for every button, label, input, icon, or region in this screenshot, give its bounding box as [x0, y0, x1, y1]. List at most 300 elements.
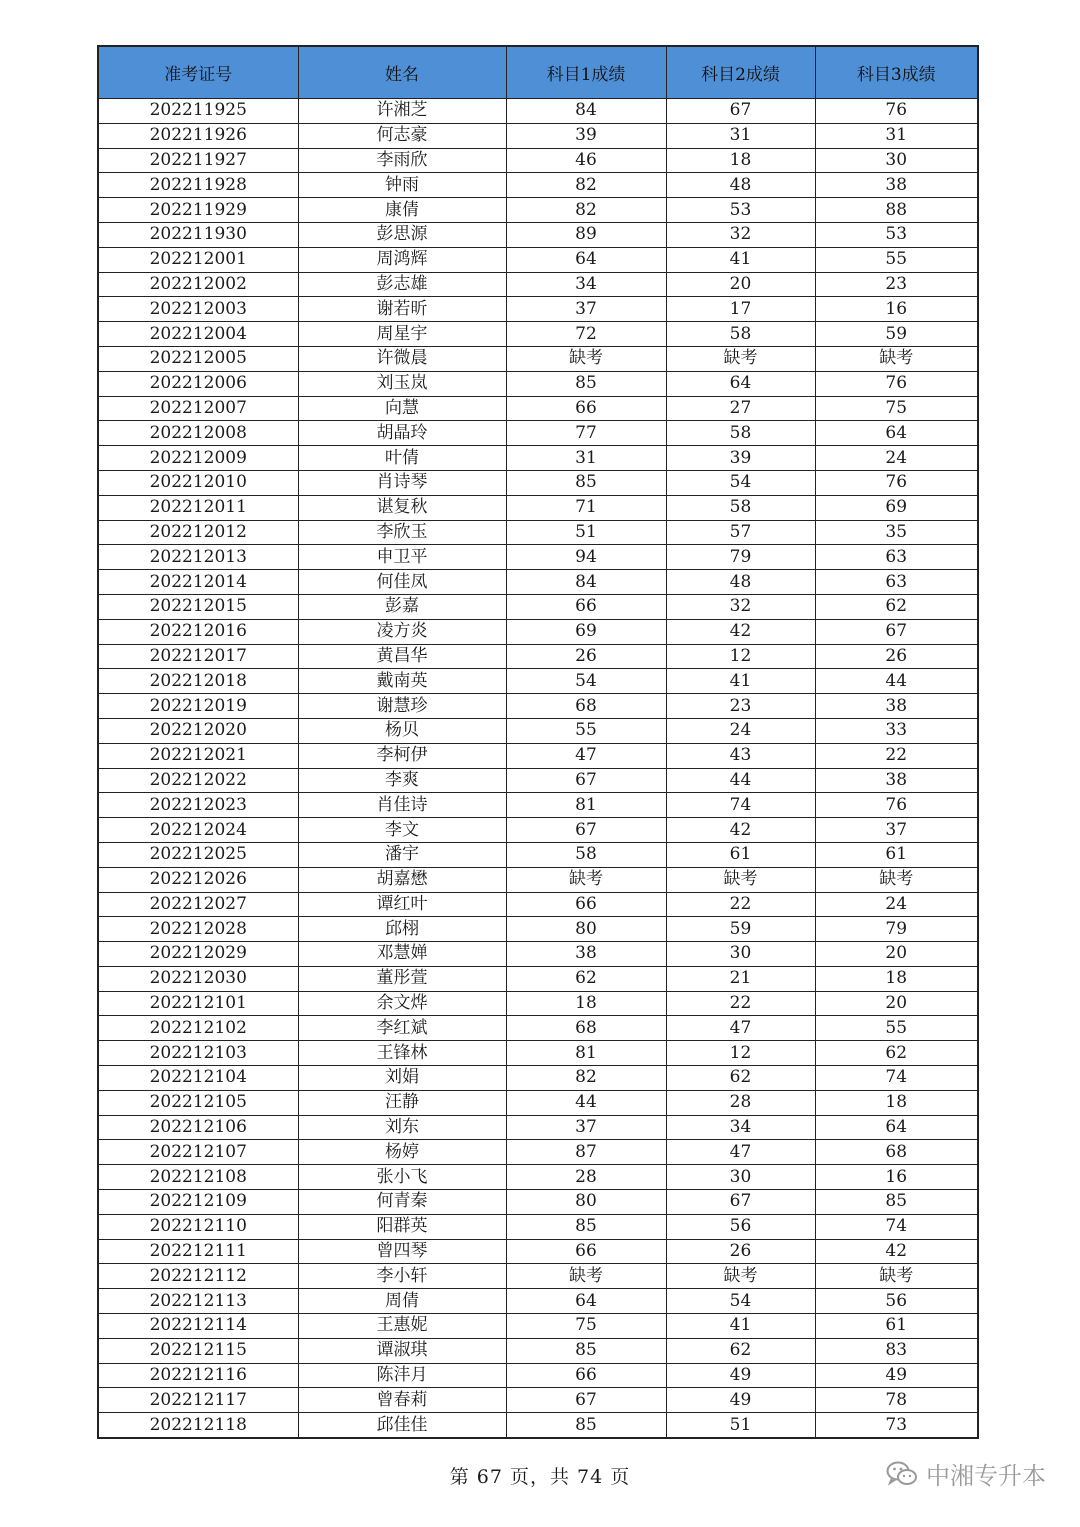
exam-id-cell: 202212111	[98, 1239, 298, 1264]
subject-1-cell: 缺考	[506, 1264, 666, 1289]
subject-2-cell: 59	[666, 917, 815, 942]
subject-1-cell: 缺考	[506, 867, 666, 892]
name-cell: 许微晨	[298, 346, 506, 371]
subject-2-cell: 18	[666, 148, 815, 173]
header-subject-1: 科目1成绩	[506, 46, 666, 99]
table-row	[98, 892, 978, 917]
subject-2-cell: 67	[666, 1190, 815, 1215]
header-exam-id: 准考证号	[98, 46, 298, 99]
name-cell: 邱栩	[298, 917, 506, 942]
name-cell: 谭淑琪	[298, 1338, 506, 1363]
subject-2-cell: 20	[666, 272, 815, 297]
subject-3-cell: 18	[815, 966, 978, 991]
table-row	[98, 718, 978, 743]
subject-3-cell: 38	[815, 694, 978, 719]
subject-2-cell: 49	[666, 1388, 815, 1413]
subject-2-cell: 44	[666, 768, 815, 793]
subject-2-cell: 58	[666, 322, 815, 347]
table-row	[98, 1140, 978, 1165]
subject-2-cell: 34	[666, 1115, 815, 1140]
exam-id-cell: 202212009	[98, 446, 298, 471]
exam-id-cell: 202212110	[98, 1214, 298, 1239]
name-cell: 谢慧珍	[298, 694, 506, 719]
table-row	[98, 917, 978, 942]
subject-2-cell: 41	[666, 1314, 815, 1339]
exam-id-cell: 202211928	[98, 173, 298, 198]
subject-1-cell: 85	[506, 371, 666, 396]
score-table	[97, 45, 979, 1439]
exam-id-cell: 202212014	[98, 570, 298, 595]
table-row	[98, 371, 978, 396]
name-cell: 肖诗琴	[298, 470, 506, 495]
exam-id-cell: 202212026	[98, 867, 298, 892]
subject-2-cell: 61	[666, 842, 815, 867]
subject-3-cell: 76	[815, 470, 978, 495]
subject-3-cell: 20	[815, 942, 978, 967]
subject-1-cell: 75	[506, 1314, 666, 1339]
subject-3-cell: 63	[815, 545, 978, 570]
subject-2-cell: 48	[666, 570, 815, 595]
subject-1-cell: 69	[506, 619, 666, 644]
table-row	[98, 222, 978, 247]
name-cell: 戴南英	[298, 669, 506, 694]
name-cell: 周鸿辉	[298, 247, 506, 272]
subject-3-cell: 64	[815, 421, 978, 446]
subject-2-cell: 30	[666, 1165, 815, 1190]
subject-3-cell: 59	[815, 322, 978, 347]
exam-id-cell: 202212011	[98, 495, 298, 520]
subject-2-cell: 12	[666, 644, 815, 669]
subject-3-cell: 缺考	[815, 867, 978, 892]
exam-id-cell: 202212109	[98, 1190, 298, 1215]
subject-2-cell: 22	[666, 892, 815, 917]
subject-2-cell: 41	[666, 669, 815, 694]
subject-2-cell: 32	[666, 594, 815, 619]
page-number: 第 67 页，共 74 页	[449, 1466, 631, 1488]
subject-3-cell: 62	[815, 1041, 978, 1066]
name-cell: 潘宇	[298, 842, 506, 867]
table-row	[98, 346, 978, 371]
table-row	[98, 1190, 978, 1215]
exam-id-cell: 202212008	[98, 421, 298, 446]
name-cell: 李爽	[298, 768, 506, 793]
subject-1-cell: 64	[506, 1289, 666, 1314]
subject-1-cell: 37	[506, 1115, 666, 1140]
table-row	[98, 1165, 978, 1190]
name-cell: 邓慧婵	[298, 942, 506, 967]
subject-2-cell: 57	[666, 520, 815, 545]
subject-3-cell: 20	[815, 991, 978, 1016]
table-row	[98, 520, 978, 545]
name-cell: 彭嘉	[298, 594, 506, 619]
header-row	[98, 46, 978, 99]
subject-3-cell: 38	[815, 768, 978, 793]
subject-3-cell: 42	[815, 1239, 978, 1264]
table-row	[98, 1066, 978, 1091]
subject-2-cell: 22	[666, 991, 815, 1016]
subject-2-cell: 27	[666, 396, 815, 421]
subject-1-cell: 39	[506, 123, 666, 148]
subject-3-cell: 30	[815, 148, 978, 173]
exam-id-cell: 202212010	[98, 470, 298, 495]
subject-2-cell: 缺考	[666, 346, 815, 371]
subject-1-cell: 67	[506, 1388, 666, 1413]
exam-id-cell: 202212113	[98, 1289, 298, 1314]
exam-id-cell: 202212117	[98, 1388, 298, 1413]
subject-3-cell: 64	[815, 1115, 978, 1140]
subject-3-cell: 33	[815, 718, 978, 743]
name-cell: 叶倩	[298, 446, 506, 471]
subject-2-cell: 49	[666, 1363, 815, 1388]
name-cell: 许湘芝	[298, 99, 506, 124]
name-cell: 康倩	[298, 198, 506, 223]
subject-3-cell: 78	[815, 1388, 978, 1413]
exam-id-cell: 202212017	[98, 644, 298, 669]
name-cell: 杨婷	[298, 1140, 506, 1165]
name-cell: 谢若昕	[298, 297, 506, 322]
watermark	[886, 1456, 1046, 1491]
name-cell: 王惠妮	[298, 1314, 506, 1339]
table-row	[98, 644, 978, 669]
subject-3-cell: 23	[815, 272, 978, 297]
table-row	[98, 842, 978, 867]
name-cell: 李雨欣	[298, 148, 506, 173]
subject-1-cell: 47	[506, 743, 666, 768]
table-row	[98, 619, 978, 644]
exam-id-cell: 202212030	[98, 966, 298, 991]
table-row	[98, 1388, 978, 1413]
name-cell: 黄昌华	[298, 644, 506, 669]
name-cell: 杨贝	[298, 718, 506, 743]
name-cell: 何志豪	[298, 123, 506, 148]
subject-1-cell: 94	[506, 545, 666, 570]
name-cell: 余文烨	[298, 991, 506, 1016]
table-row	[98, 99, 978, 124]
subject-2-cell: 24	[666, 718, 815, 743]
subject-3-cell: 53	[815, 222, 978, 247]
exam-id-cell: 202212005	[98, 346, 298, 371]
table-row	[98, 768, 978, 793]
name-cell: 李柯伊	[298, 743, 506, 768]
subject-2-cell: 26	[666, 1239, 815, 1264]
subject-1-cell: 77	[506, 421, 666, 446]
header-subject-3: 科目3成绩	[815, 46, 978, 99]
exam-id-cell: 202212118	[98, 1413, 298, 1438]
exam-id-cell: 202212016	[98, 619, 298, 644]
subject-1-cell: 68	[506, 694, 666, 719]
subject-3-cell: 88	[815, 198, 978, 223]
name-cell: 张小飞	[298, 1165, 506, 1190]
table-row	[98, 1289, 978, 1314]
subject-3-cell: 62	[815, 594, 978, 619]
subject-1-cell: 37	[506, 297, 666, 322]
subject-2-cell: 74	[666, 793, 815, 818]
subject-3-cell: 16	[815, 297, 978, 322]
name-cell: 彭思源	[298, 222, 506, 247]
subject-1-cell: 18	[506, 991, 666, 1016]
table-row	[98, 1314, 978, 1339]
score-sheet	[97, 45, 977, 1439]
subject-1-cell: 85	[506, 1413, 666, 1438]
header-subject-2: 科目2成绩	[666, 46, 815, 99]
exam-id-cell: 202212012	[98, 520, 298, 545]
subject-3-cell: 63	[815, 570, 978, 595]
subject-1-cell: 58	[506, 842, 666, 867]
subject-1-cell: 66	[506, 1363, 666, 1388]
subject-3-cell: 61	[815, 1314, 978, 1339]
subject-1-cell: 64	[506, 247, 666, 272]
name-cell: 董彤萱	[298, 966, 506, 991]
table-row	[98, 594, 978, 619]
subject-2-cell: 39	[666, 446, 815, 471]
subject-3-cell: 24	[815, 446, 978, 471]
exam-id-cell: 202212021	[98, 743, 298, 768]
subject-1-cell: 67	[506, 818, 666, 843]
subject-1-cell: 54	[506, 669, 666, 694]
subject-1-cell: 80	[506, 917, 666, 942]
name-cell: 周星宇	[298, 322, 506, 347]
subject-1-cell: 51	[506, 520, 666, 545]
subject-1-cell: 28	[506, 1165, 666, 1190]
subject-2-cell: 30	[666, 942, 815, 967]
subject-2-cell: 79	[666, 545, 815, 570]
name-cell: 刘东	[298, 1115, 506, 1140]
subject-2-cell: 62	[666, 1066, 815, 1091]
table-row	[98, 1016, 978, 1041]
subject-1-cell: 81	[506, 793, 666, 818]
subject-1-cell: 38	[506, 942, 666, 967]
subject-1-cell: 26	[506, 644, 666, 669]
name-cell: 陈沣月	[298, 1363, 506, 1388]
name-cell: 邱佳佳	[298, 1413, 506, 1438]
exam-id-cell: 202212108	[98, 1165, 298, 1190]
subject-2-cell: 23	[666, 694, 815, 719]
subject-2-cell: 64	[666, 371, 815, 396]
subject-1-cell: 44	[506, 1090, 666, 1115]
subject-3-cell: 76	[815, 99, 978, 124]
exam-id-cell: 202211926	[98, 123, 298, 148]
table-row	[98, 793, 978, 818]
subject-3-cell: 44	[815, 669, 978, 694]
exam-id-cell: 202212102	[98, 1016, 298, 1041]
table-row	[98, 545, 978, 570]
name-cell: 申卫平	[298, 545, 506, 570]
subject-3-cell: 38	[815, 173, 978, 198]
subject-3-cell: 79	[815, 917, 978, 942]
name-cell: 胡嘉懋	[298, 867, 506, 892]
subject-3-cell: 37	[815, 818, 978, 843]
name-cell: 周倩	[298, 1289, 506, 1314]
subject-3-cell: 68	[815, 1140, 978, 1165]
exam-id-cell: 202212115	[98, 1338, 298, 1363]
table-row	[98, 1115, 978, 1140]
subject-3-cell: 73	[815, 1413, 978, 1438]
name-cell: 凌方炎	[298, 619, 506, 644]
subject-1-cell: 46	[506, 148, 666, 173]
name-cell: 胡晶玲	[298, 421, 506, 446]
subject-2-cell: 32	[666, 222, 815, 247]
name-cell: 肖佳诗	[298, 793, 506, 818]
subject-3-cell: 74	[815, 1066, 978, 1091]
name-cell: 谌复秋	[298, 495, 506, 520]
subject-2-cell: 47	[666, 1016, 815, 1041]
subject-2-cell: 53	[666, 198, 815, 223]
exam-id-cell: 202212028	[98, 917, 298, 942]
exam-id-cell: 202212025	[98, 842, 298, 867]
subject-2-cell: 58	[666, 421, 815, 446]
table-row	[98, 123, 978, 148]
exam-id-cell: 202211927	[98, 148, 298, 173]
subject-3-cell: 49	[815, 1363, 978, 1388]
table-row	[98, 818, 978, 843]
subject-2-cell: 缺考	[666, 867, 815, 892]
name-cell: 阳群英	[298, 1214, 506, 1239]
name-cell: 谭红叶	[298, 892, 506, 917]
exam-id-cell: 202212023	[98, 793, 298, 818]
subject-2-cell: 58	[666, 495, 815, 520]
exam-id-cell: 202211925	[98, 99, 298, 124]
subject-3-cell: 69	[815, 495, 978, 520]
subject-1-cell: 66	[506, 594, 666, 619]
subject-1-cell: 62	[506, 966, 666, 991]
watermark-text: 中湘专升本	[926, 1462, 1046, 1490]
table-row	[98, 942, 978, 967]
name-cell: 曾四琴	[298, 1239, 506, 1264]
subject-1-cell: 66	[506, 1239, 666, 1264]
subject-1-cell: 66	[506, 892, 666, 917]
table-row	[98, 694, 978, 719]
subject-1-cell: 55	[506, 718, 666, 743]
table-row	[98, 1413, 978, 1438]
subject-1-cell: 82	[506, 173, 666, 198]
table-row	[98, 198, 978, 223]
exam-id-cell: 202212027	[98, 892, 298, 917]
table-row	[98, 1264, 978, 1289]
subject-1-cell: 34	[506, 272, 666, 297]
table-row	[98, 867, 978, 892]
exam-id-cell: 202212013	[98, 545, 298, 570]
table-row	[98, 495, 978, 520]
subject-2-cell: 12	[666, 1041, 815, 1066]
table-row	[98, 1338, 978, 1363]
subject-2-cell: 42	[666, 818, 815, 843]
exam-id-cell: 202211930	[98, 222, 298, 247]
subject-2-cell: 21	[666, 966, 815, 991]
subject-3-cell: 缺考	[815, 346, 978, 371]
exam-id-cell: 202212106	[98, 1115, 298, 1140]
subject-3-cell: 55	[815, 247, 978, 272]
subject-1-cell: 84	[506, 570, 666, 595]
subject-3-cell: 75	[815, 396, 978, 421]
name-cell: 李红斌	[298, 1016, 506, 1041]
exam-id-cell: 202212004	[98, 322, 298, 347]
table-row	[98, 446, 978, 471]
name-cell: 向慧	[298, 396, 506, 421]
subject-2-cell: 67	[666, 99, 815, 124]
subject-3-cell: 74	[815, 1214, 978, 1239]
name-cell: 曾春莉	[298, 1388, 506, 1413]
subject-2-cell: 54	[666, 1289, 815, 1314]
subject-1-cell: 85	[506, 1338, 666, 1363]
subject-3-cell: 16	[815, 1165, 978, 1190]
exam-id-cell: 202212001	[98, 247, 298, 272]
name-cell: 李文	[298, 818, 506, 843]
exam-id-cell: 202212015	[98, 594, 298, 619]
exam-id-cell: 202212112	[98, 1264, 298, 1289]
exam-id-cell: 202212104	[98, 1066, 298, 1091]
subject-3-cell: 22	[815, 743, 978, 768]
name-cell: 王锋林	[298, 1041, 506, 1066]
subject-3-cell: 55	[815, 1016, 978, 1041]
subject-2-cell: 48	[666, 173, 815, 198]
table-row	[98, 1239, 978, 1264]
table-row	[98, 570, 978, 595]
table-row	[98, 173, 978, 198]
table-row	[98, 396, 978, 421]
subject-3-cell: 61	[815, 842, 978, 867]
subject-1-cell: 82	[506, 198, 666, 223]
name-cell: 汪静	[298, 1090, 506, 1115]
subject-1-cell: 85	[506, 470, 666, 495]
exam-id-cell: 202212019	[98, 694, 298, 719]
table-row	[98, 322, 978, 347]
subject-2-cell: 缺考	[666, 1264, 815, 1289]
subject-3-cell: 67	[815, 619, 978, 644]
exam-id-cell: 202212101	[98, 991, 298, 1016]
table-row	[98, 247, 978, 272]
table-row	[98, 966, 978, 991]
table-row	[98, 470, 978, 495]
exam-id-cell: 202212114	[98, 1314, 298, 1339]
name-cell: 彭志雄	[298, 272, 506, 297]
subject-2-cell: 41	[666, 247, 815, 272]
name-cell: 何佳凤	[298, 570, 506, 595]
subject-3-cell: 18	[815, 1090, 978, 1115]
exam-id-cell: 202212103	[98, 1041, 298, 1066]
subject-3-cell: 76	[815, 371, 978, 396]
table-row	[98, 669, 978, 694]
subject-2-cell: 54	[666, 470, 815, 495]
table-row	[98, 1090, 978, 1115]
name-cell: 钟雨	[298, 173, 506, 198]
exam-id-cell: 202212006	[98, 371, 298, 396]
subject-1-cell: 82	[506, 1066, 666, 1091]
subject-3-cell: 24	[815, 892, 978, 917]
subject-1-cell: 84	[506, 99, 666, 124]
table-row	[98, 1041, 978, 1066]
exam-id-cell: 202212116	[98, 1363, 298, 1388]
exam-id-cell: 202212007	[98, 396, 298, 421]
subject-2-cell: 56	[666, 1214, 815, 1239]
name-cell: 刘玉岚	[298, 371, 506, 396]
exam-id-cell: 202211929	[98, 198, 298, 223]
subject-3-cell: 35	[815, 520, 978, 545]
subject-1-cell: 缺考	[506, 346, 666, 371]
subject-3-cell: 76	[815, 793, 978, 818]
header-name: 姓名	[298, 46, 506, 99]
exam-id-cell: 202212022	[98, 768, 298, 793]
subject-3-cell: 31	[815, 123, 978, 148]
table-row	[98, 1214, 978, 1239]
table-row	[98, 1363, 978, 1388]
subject-1-cell: 87	[506, 1140, 666, 1165]
subject-1-cell: 31	[506, 446, 666, 471]
exam-id-cell: 202212003	[98, 297, 298, 322]
subject-1-cell: 81	[506, 1041, 666, 1066]
subject-1-cell: 72	[506, 322, 666, 347]
wechat-icon	[886, 1460, 918, 1488]
table-row	[98, 421, 978, 446]
